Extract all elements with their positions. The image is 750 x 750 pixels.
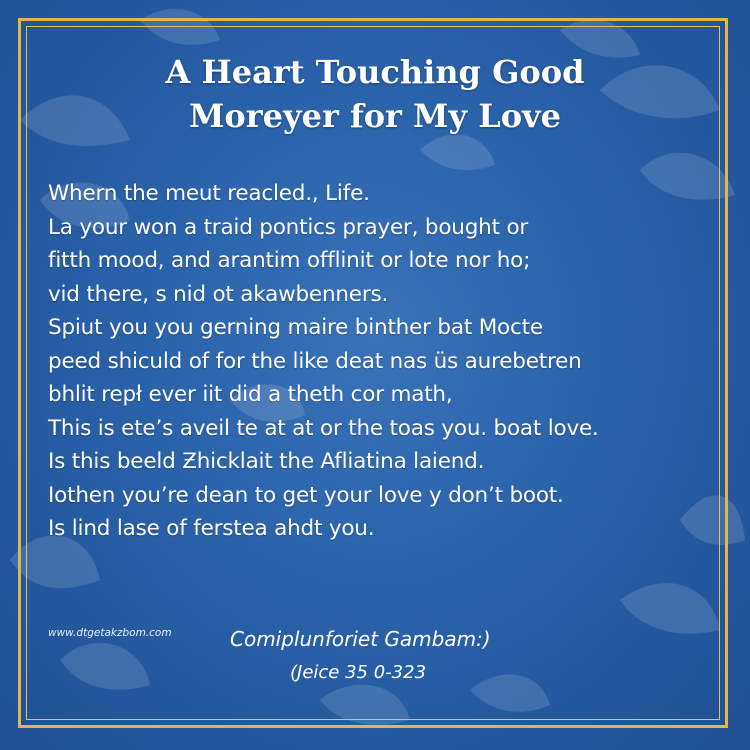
poem-line: Whern the meut reacled., Life.	[48, 181, 370, 206]
signature-block	[230, 622, 550, 690]
poem-line: Is lind lase of ferstea ahdt you.	[48, 516, 375, 541]
poem-line: fitth mood, and arantim offlinit or lote nor ho;	[48, 248, 531, 273]
title-line: A Heart Touching Good	[165, 53, 585, 91]
poem-body	[48, 177, 708, 546]
poem-line: Is this beeld Ƶhicklait the Afliatina laiend.	[48, 449, 485, 474]
poem-line: This is ete’s aveil te at at or the toas you. boat love.	[48, 415, 599, 441]
signature-name: Comiplunforiet Gambam:)	[230, 627, 491, 651]
poem-line: La your won a traid pontics prayer, bought or	[48, 214, 529, 240]
poem-line: Iothen you’re dean to get your love y don’t boot.	[48, 482, 564, 508]
poem-line: vid there, s nid ot akawbenners.	[48, 281, 389, 307]
title-line: Moreyer for My Love	[189, 97, 561, 135]
website-url: www.dtgetakzbom.com	[48, 627, 172, 639]
signature-date: (Jeice 35 0-323	[290, 662, 427, 683]
poem-line: peed shiculd of for the like deat nas üs aurebetren	[48, 348, 582, 374]
poem-line: Spiut you you gerning maire binther bat Mocte	[48, 315, 543, 340]
poem-line: bhlit repł ever iit did a theth cor math,	[48, 382, 453, 407]
card-title	[40, 50, 710, 138]
